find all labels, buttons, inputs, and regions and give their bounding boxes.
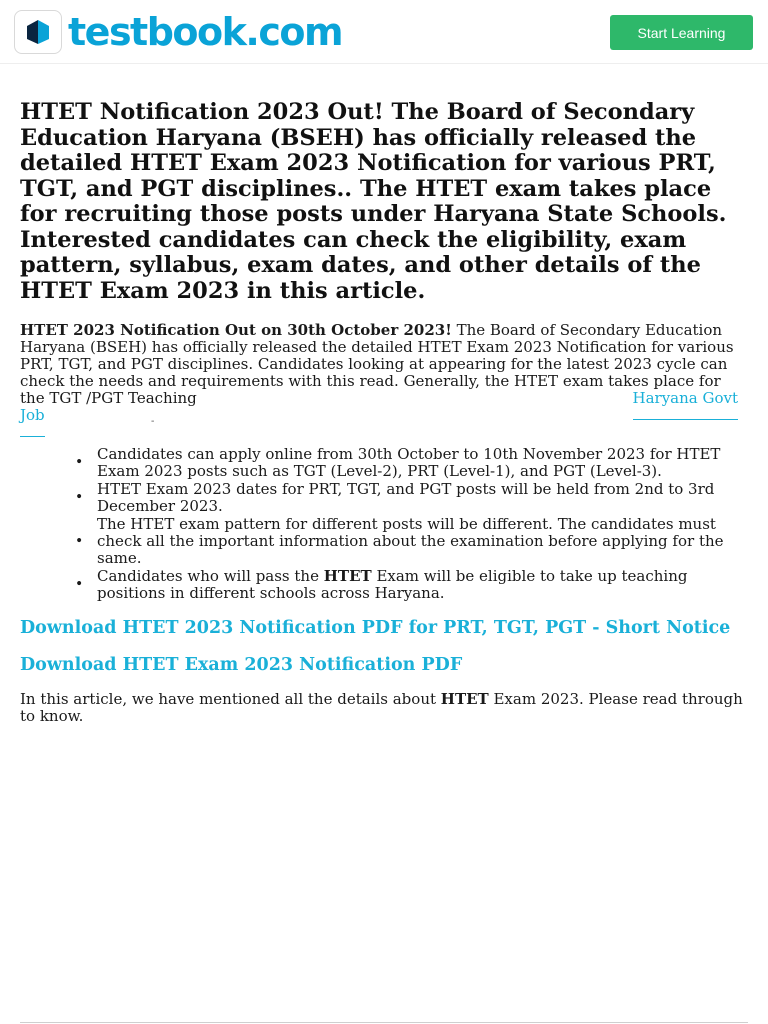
intro-text: The Board of Secondary Education Haryana (BSEH) has officially released the detailed HTET Exam 2023 Notification for various PRT, TGT, and PGT disciplines. Candidates looking at appearing for the latest 2023 cycle can check the needs and requirements with this read. Generally, the HTET exam takes place for the TGT /PGT Teaching: [20, 321, 734, 407]
list-item-text-post: Exam will be eligible to take up teaching positions in different schools across Haryana.: [97, 567, 688, 602]
list-item-text-pre: Candidates who will pass the: [97, 567, 324, 585]
logo[interactable]: [14, 10, 342, 54]
list-item: [75, 567, 740, 602]
highlights-list: [20, 446, 748, 602]
footer-divider: [20, 1022, 748, 1023]
bullet-icon: •: [75, 454, 84, 471]
site-header: [0, 0, 768, 64]
job-link[interactable]: Job: [20, 407, 45, 437]
list-item-text-bold: HTET: [323, 567, 372, 585]
separator-dash: -: [151, 416, 155, 427]
download-notification-pdf-link[interactable]: Download HTET Exam 2023 Notification PDF: [20, 655, 463, 675]
related-links: [20, 390, 748, 448]
outro-text-pre: In this article, we have mentioned all the details about: [20, 690, 441, 708]
outro-paragraph: [20, 691, 748, 725]
logo-text: testbook.com: [68, 10, 343, 54]
outro-text-post: Exam 2023. Please read through to know.: [20, 690, 743, 725]
outro-text-bold: HTET: [440, 690, 489, 708]
bullet-icon: •: [75, 576, 84, 593]
article-title: HTET Notification 2023 Out! The Board of Secondary Education Haryana (BSEH) has officially released the detailed HTET Exam 2023 Notification for various PRT, TGT, and PGT disciplines.. The HTET exam takes place for recruiting those posts under Haryana State Schools. Interested candidates can check the eligibility, exam pattern, syllabus, exam dates, and other details of the HTET Exam 2023 in this article.: [20, 99, 727, 304]
haryana-govt-link[interactable]: Haryana Govt: [633, 390, 739, 420]
start-learning-button[interactable]: Start Learning: [610, 15, 753, 50]
list-item: [75, 515, 740, 567]
download-short-notice-pdf-link[interactable]: Download HTET 2023 Notification PDF for PRT, TGT, PGT - Short Notice: [20, 618, 731, 638]
list-item-text: Candidates can apply online from 30th October to 10th November 2023 for HTET Exam 2023 posts such as TGT (Level-2), PRT (Level-1), and PGT (Level-3).: [97, 445, 721, 480]
article: [20, 100, 748, 725]
intro-bold-lead: HTET 2023 Notification Out on 30th October 2023!: [20, 321, 452, 339]
bullet-icon: •: [75, 489, 84, 506]
list-item-text: HTET Exam 2023 dates for PRT, TGT, and PGT posts will be held from 2nd to 3rd December 2023.: [97, 480, 715, 515]
list-item-text: The HTET exam pattern for different posts will be different. The candidates must check all the important information about the examination before applying for the same.: [97, 515, 724, 567]
bullet-icon: •: [75, 533, 84, 549]
testbook-logo-icon: [14, 10, 62, 54]
list-item: [75, 480, 740, 515]
list-item: [75, 445, 740, 480]
